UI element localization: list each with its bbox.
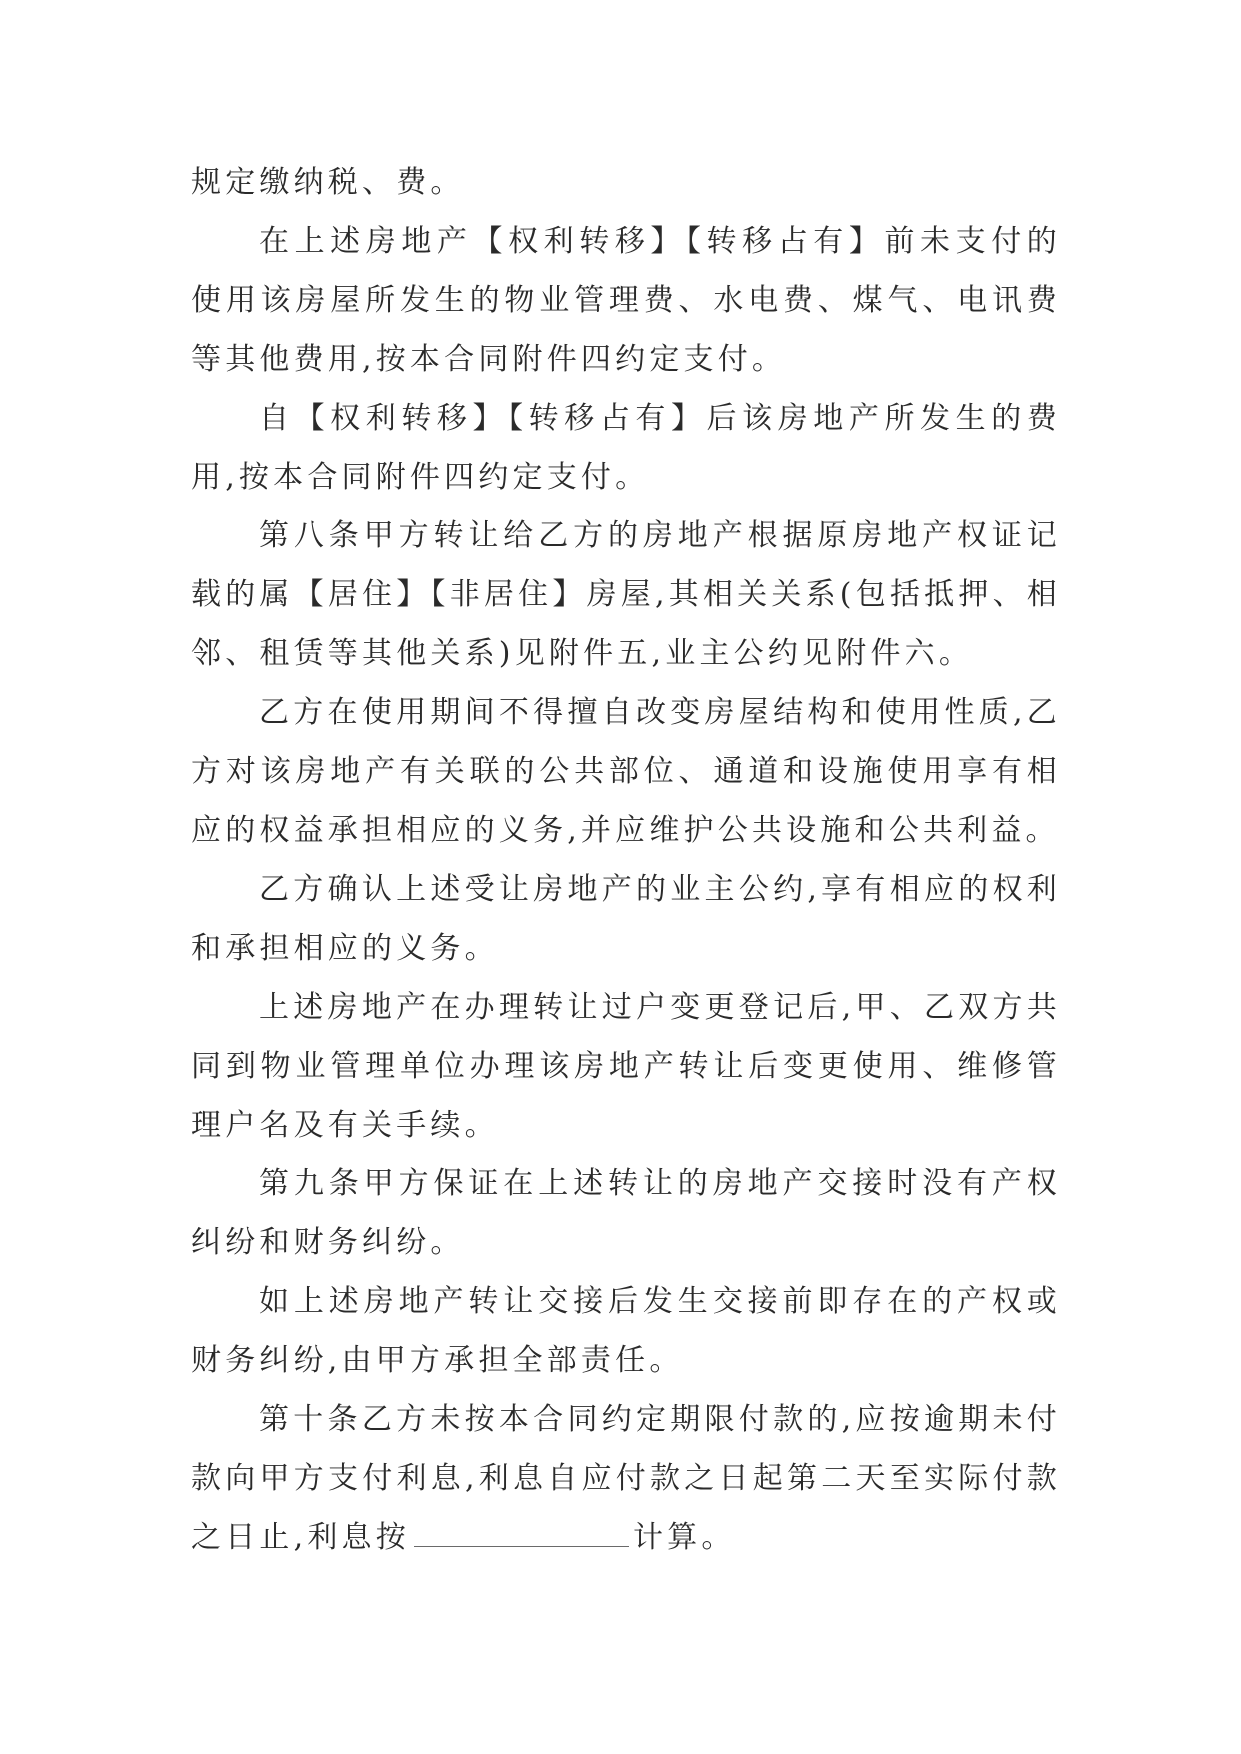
article-10-text: 第十条乙方未按本合同约定期限付款的,应按逾期未付款向甲方支付利息,利息自应付款之日起第二天至实际付款之日止,利息按 [191,1402,1061,1555]
paragraph-usage-restrictions: 乙方在使用期间不得擅自改变房屋结构和使用性质,乙方对该房地产有关联的公共部位、通道和设施使用享有相应的权益承担相应的义务,并应维护公共设施和公共利益。 [191,695,1061,848]
paragraph-property-management-change: 上述房地产在办理转让过户变更登记后,甲、乙双方共同到物业管理单位办理该房地产转让后变更使用、维修管理户名及有关手续。 [191,989,1061,1143]
paragraph-tax-fees: 规定缴纳税、费。 [191,165,465,200]
article-10-suffix: 计算。 [632,1519,736,1555]
paragraph-article-8: 第八条甲方转让给乙方的房地产根据原房地产权证记载的属【居住】【非居住】房屋,其相关关系(包括抵押、相邻、租赁等其他关系)见附件五,业主公约见附件六。 [191,518,1061,672]
paragraph-owner-covenant: 乙方确认上述受让房地产的业主公约,享有相应的权利和承担相应的义务。 [191,871,1061,966]
interest-rate-blank-line [414,1545,629,1547]
paragraph-unpaid-fees-before-transfer: 在上述房地产【权利转移】【转移占有】前未支付的使用该房屋所发生的物业管理费、水电费、煤气、电讯费等其他费用,按本合同附件四约定支付。 [191,223,1061,377]
paragraph-dispute-liability: 如上述房地产转让交接后发生交接前即存在的产权或财务纠纷,由甲方承担全部责任。 [191,1284,1061,1379]
paragraph-article-10 [191,1391,1061,1568]
contract-body [191,154,1061,1568]
paragraph-fees-after-transfer: 自【权利转移】【转移占有】后该房地产所发生的费用,按本合同附件四约定支付。 [191,400,1061,495]
paragraph-article-9: 第九条甲方保证在上述转让的房地产交接时没有产权纠纷和财务纠纷。 [191,1166,1061,1261]
